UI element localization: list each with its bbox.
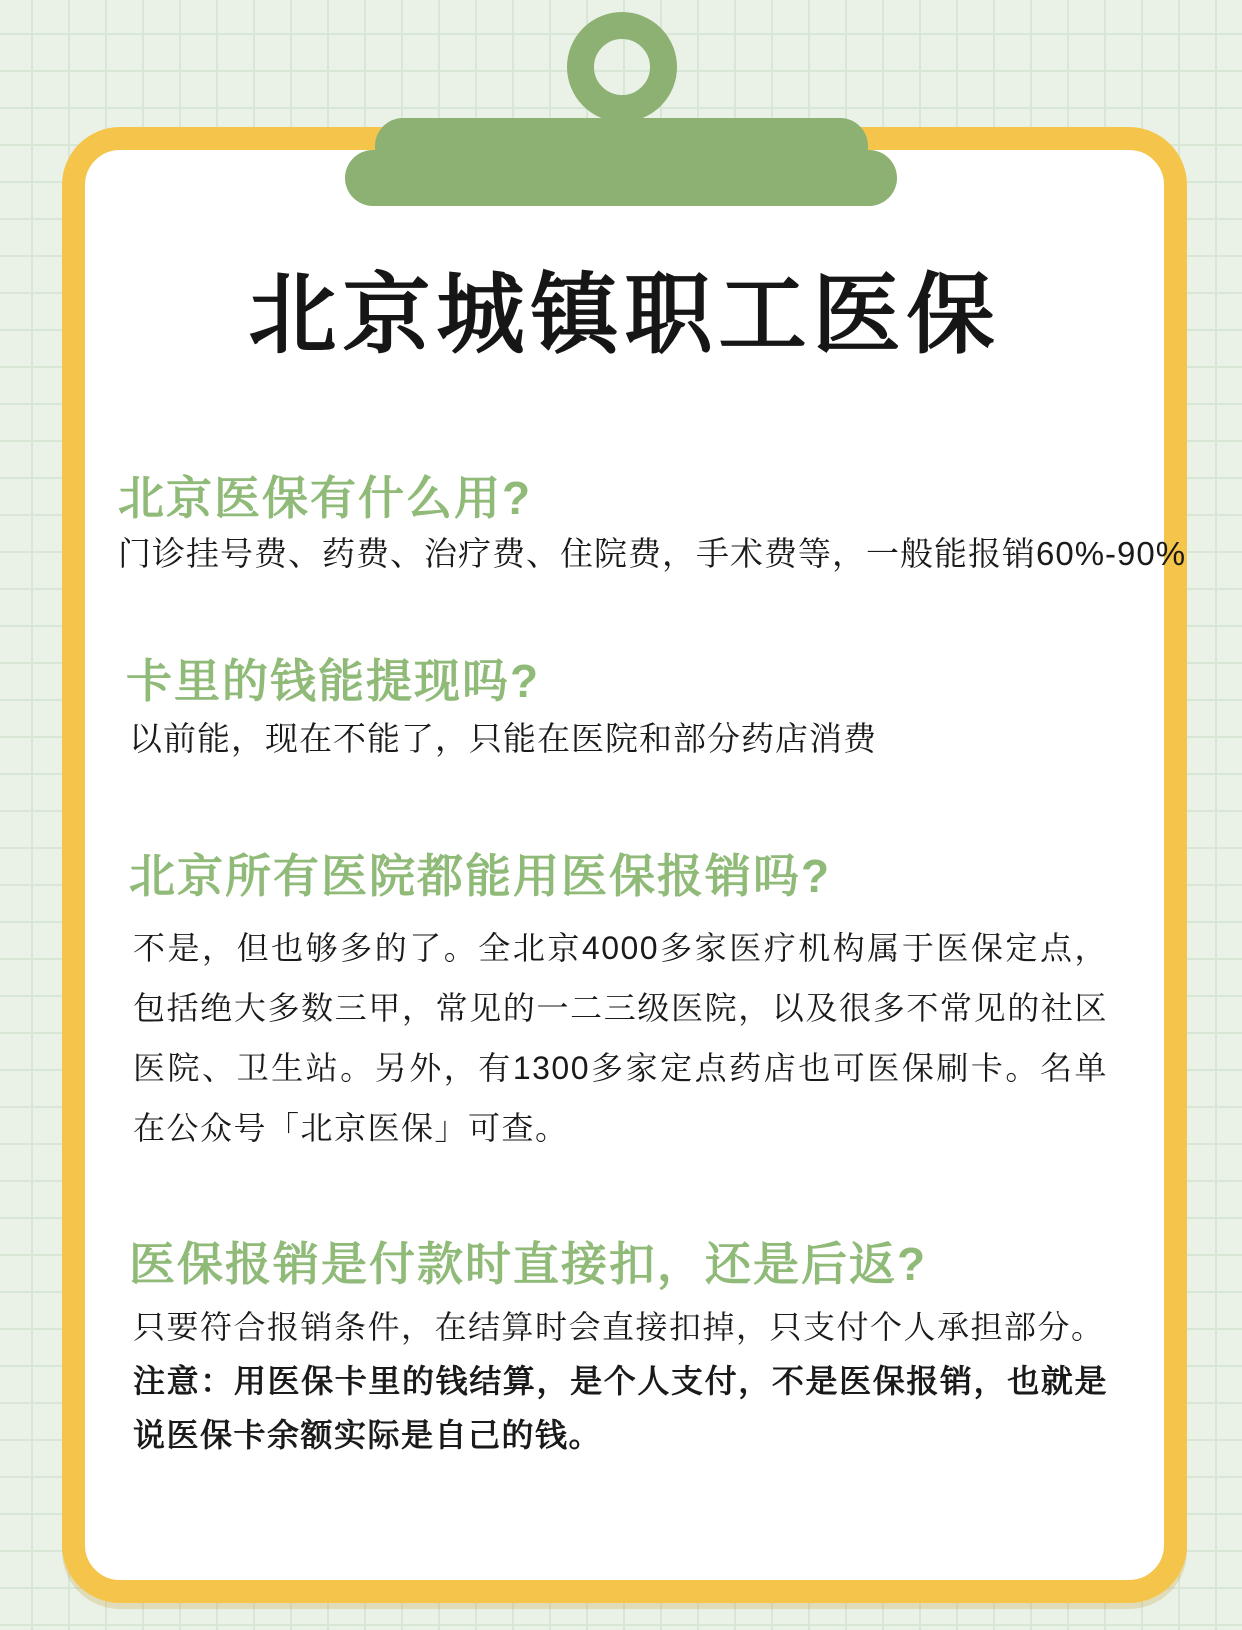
section-2-heading: 卡里的钱能提现吗? (126, 655, 541, 707)
section-1-heading: 北京医保有什么用? (118, 472, 533, 524)
section-1-body: 门诊挂号费、药费、治疗费、住院费，手术费等，一般能报销60%-90% (118, 535, 1187, 572)
section-3-heading: 北京所有医院都能用医保报销吗? (129, 850, 832, 902)
section-4-body-text: 只要符合报销条件，在结算时会直接扣掉，只支付个人承担部分。 (133, 1309, 1105, 1345)
section-4-heading: 医保报销是付款时直接扣，还是后返? (129, 1238, 928, 1290)
poster-title: 北京城镇职工医保 (248, 265, 1001, 364)
clip-base-icon (345, 150, 897, 206)
section-4-note: 注意：用医保卡里的钱结算，是个人支付，不是医保报销，也就是说医保卡余额实际是自己的钱。 (133, 1363, 1108, 1453)
clip-ring-icon (567, 12, 677, 122)
section-4-body (133, 1300, 1108, 1462)
section-3-body: 不是，但也够多的了。全北京4000多家医疗机构属于医保定点，包括绝大多数三甲，常见的一二三级医院，以及很多不常见的社区医院、卫生站。另外，有1300多家定点药店也可医保刷卡。名单在公众号「北京医保」可查。 (133, 930, 1108, 1146)
section-2-body: 以前能，现在不能了，只能在医院和部分药店消费 (129, 720, 877, 757)
